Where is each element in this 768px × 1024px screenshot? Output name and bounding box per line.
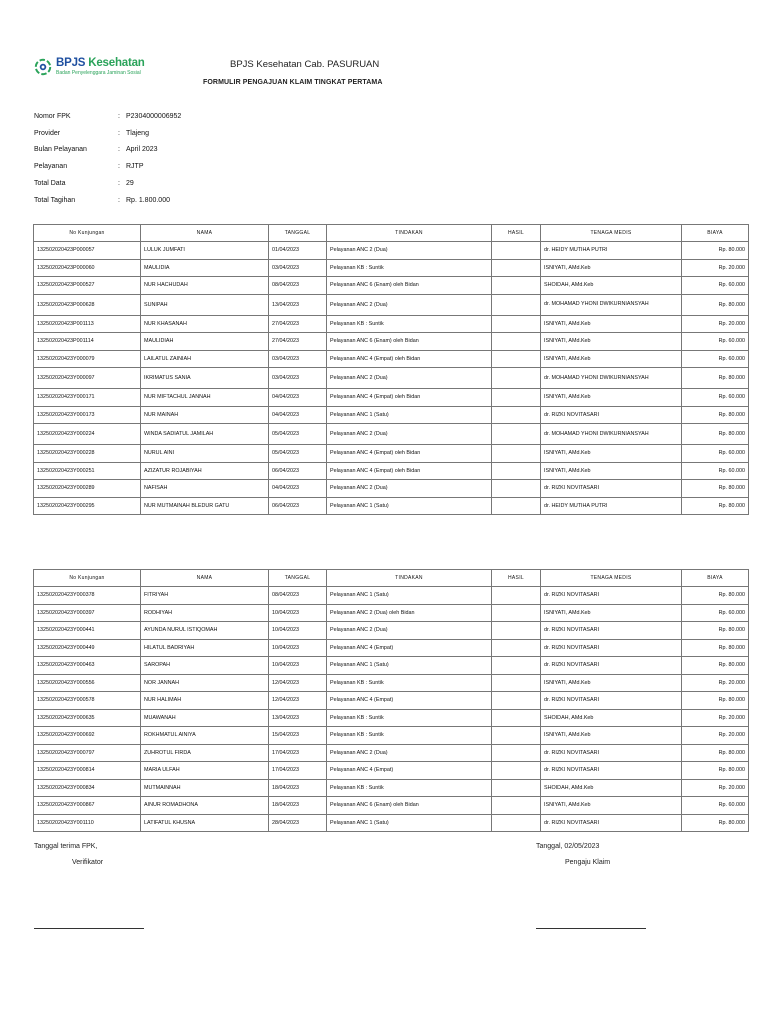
table-row bbox=[34, 480, 749, 498]
name-cell: AINUR ROMADHONA bbox=[141, 797, 269, 815]
cost-cell: Rp. 80.000 bbox=[682, 406, 749, 424]
visit-number-cell: 132502020423Y001110 bbox=[34, 814, 141, 832]
date-cell: 03/04/2023 bbox=[269, 259, 327, 277]
info-row: Bulan Pelayanan : April 2023 bbox=[34, 146, 158, 154]
name-header: NAMA bbox=[141, 570, 269, 587]
result-cell bbox=[492, 622, 541, 640]
table-row bbox=[34, 406, 749, 424]
result-cell bbox=[492, 587, 541, 605]
cost-cell: Rp. 60.000 bbox=[682, 797, 749, 815]
name-cell: LAILATUL ZAINIAH bbox=[141, 350, 269, 368]
date-cell: 17/04/2023 bbox=[269, 744, 327, 762]
visit-number-cell: 132502020423P000628 bbox=[34, 294, 141, 315]
result-cell bbox=[492, 242, 541, 260]
medical-staff-cell: ISNIYATI, AMd.Keb bbox=[541, 315, 682, 333]
procedure-cell: Pelayanan ANC 1 (Satu) bbox=[327, 587, 492, 605]
visit-number-cell: 132502020423P001114 bbox=[34, 333, 141, 351]
date-cell: 10/04/2023 bbox=[269, 657, 327, 675]
cost-header: BIAYA bbox=[682, 570, 749, 587]
visit-number-cell: 132502020423Y000556 bbox=[34, 674, 141, 692]
procedure-cell: Pelayanan ANC 4 (Empat) bbox=[327, 639, 492, 657]
logo-name: BPJS Kesehatan bbox=[56, 57, 145, 70]
procedure-header: TINDAKAN bbox=[327, 225, 492, 242]
name-cell: NUR MAINAH bbox=[141, 406, 269, 424]
table-header-row bbox=[34, 225, 749, 242]
result-cell bbox=[492, 350, 541, 368]
date-cell: 15/04/2023 bbox=[269, 727, 327, 745]
name-cell: NUR KHASANAH bbox=[141, 315, 269, 333]
info-value: P2304000006952 bbox=[126, 112, 182, 120]
name-cell: ROKHMATUL AINIYA bbox=[141, 727, 269, 745]
date-cell: 27/04/2023 bbox=[269, 333, 327, 351]
visit-number-header: No Kunjungan bbox=[34, 570, 141, 587]
cost-cell: Rp. 60.000 bbox=[682, 333, 749, 351]
table-row bbox=[34, 368, 749, 389]
cost-cell: Rp. 80.000 bbox=[682, 497, 749, 515]
date-cell: 08/04/2023 bbox=[269, 587, 327, 605]
table-row bbox=[34, 657, 749, 675]
info-value: RJTP bbox=[126, 163, 144, 171]
cost-header: BIAYA bbox=[682, 225, 749, 242]
procedure-cell: Pelayanan KB : Suntik bbox=[327, 709, 492, 727]
date-cell: 28/04/2023 bbox=[269, 814, 327, 832]
table-row bbox=[34, 445, 749, 463]
cost-cell: Rp. 20.000 bbox=[682, 674, 749, 692]
date-cell: 05/04/2023 bbox=[269, 424, 327, 445]
name-cell: MUAWANAH bbox=[141, 709, 269, 727]
result-cell bbox=[492, 389, 541, 407]
cost-cell: Rp. 80.000 bbox=[682, 692, 749, 710]
info-row: Total Data : 29 bbox=[34, 180, 134, 188]
name-cell: NUR MIFTACHUL JANNAH bbox=[141, 389, 269, 407]
claim-info bbox=[34, 108, 181, 209]
medical-staff-cell: ISNIYATI, AMd.Keb bbox=[541, 445, 682, 463]
cost-cell: Rp. 80.000 bbox=[682, 744, 749, 762]
table-row bbox=[34, 350, 749, 368]
procedure-cell: Pelayanan ANC 4 (Empat) bbox=[327, 692, 492, 710]
name-cell: AYUNDA NURUL ISTIQOMAH bbox=[141, 622, 269, 640]
visit-number-cell: 132502020423Y000079 bbox=[34, 350, 141, 368]
table-row bbox=[34, 639, 749, 657]
result-cell bbox=[492, 657, 541, 675]
visit-number-cell: 132502020423P001113 bbox=[34, 315, 141, 333]
medical-staff-cell: dr. RIZKI NOVITASARI bbox=[541, 406, 682, 424]
result-cell bbox=[492, 797, 541, 815]
claimant-label: Pengaju Klaim bbox=[565, 859, 611, 866]
date-cell: 01/04/2023 bbox=[269, 242, 327, 260]
result-cell bbox=[492, 480, 541, 498]
result-cell bbox=[492, 294, 541, 315]
procedure-cell: Pelayanan ANC 1 (Satu) bbox=[327, 657, 492, 675]
medical-staff-cell: ISNIYATI, AMd.Keb bbox=[541, 674, 682, 692]
result-cell bbox=[492, 814, 541, 832]
name-cell: SAROPAH bbox=[141, 657, 269, 675]
visit-number-cell: 132502020423Y000378 bbox=[34, 587, 141, 605]
medical-staff-cell: dr. RIZKI NOVITASARI bbox=[541, 762, 682, 780]
name-header: NAMA bbox=[141, 225, 269, 242]
medical-staff-cell: dr. MOHAMAD YHONI DWIKURNIANSYAH bbox=[541, 368, 682, 389]
cost-cell: Rp. 60.000 bbox=[682, 350, 749, 368]
cost-cell: Rp. 80.000 bbox=[682, 814, 749, 832]
name-cell: IKRIMATUS SANIA bbox=[141, 368, 269, 389]
procedure-cell: Pelayanan ANC 4 (Empat) oleh Bidan bbox=[327, 389, 492, 407]
result-cell bbox=[492, 406, 541, 424]
visit-number-cell: 132502020423P000527 bbox=[34, 277, 141, 295]
table-row bbox=[34, 497, 749, 515]
table-row bbox=[34, 744, 749, 762]
name-cell: MAULIDIA bbox=[141, 259, 269, 277]
procedure-cell: Pelayanan ANC 2 (Dua) oleh Bidan bbox=[327, 604, 492, 622]
cost-cell: Rp. 60.000 bbox=[682, 445, 749, 463]
medical-staff-cell: ISNIYATI, AMd.Keb bbox=[541, 259, 682, 277]
name-cell: NURUL AINI bbox=[141, 445, 269, 463]
visit-number-cell: 132502020423Y000251 bbox=[34, 462, 141, 480]
procedure-cell: Pelayanan KB : Suntik bbox=[327, 674, 492, 692]
visit-number-cell: 132502020423Y000171 bbox=[34, 389, 141, 407]
visit-number-cell: 132502020423Y000449 bbox=[34, 639, 141, 657]
info-row: Provider : Tlajeng bbox=[34, 129, 149, 137]
table-row bbox=[34, 622, 749, 640]
visit-number-cell: 132502020423Y000224 bbox=[34, 424, 141, 445]
cost-cell: Rp. 20.000 bbox=[682, 779, 749, 797]
procedure-cell: Pelayanan ANC 2 (Dua) bbox=[327, 368, 492, 389]
cost-cell: Rp. 80.000 bbox=[682, 242, 749, 260]
table-row bbox=[34, 587, 749, 605]
name-cell: WINDA SADIATUL JAMILAH bbox=[141, 424, 269, 445]
medical-staff-cell: SHOIDAH, AMd.Keb bbox=[541, 779, 682, 797]
visit-number-cell: 132502020423Y000834 bbox=[34, 779, 141, 797]
result-cell bbox=[492, 779, 541, 797]
table-row bbox=[34, 242, 749, 260]
date-cell: 12/04/2023 bbox=[269, 692, 327, 710]
visit-number-cell: 132502020423P000057 bbox=[34, 242, 141, 260]
medical-staff-cell: dr. RIZKI NOVITASARI bbox=[541, 587, 682, 605]
cost-cell: Rp. 80.000 bbox=[682, 622, 749, 640]
info-row: Total Tagihan : Rp. 1.800.000 bbox=[34, 196, 170, 204]
procedure-cell: Pelayanan KB : Suntik bbox=[327, 259, 492, 277]
name-cell: RODHIYAH bbox=[141, 604, 269, 622]
result-cell bbox=[492, 674, 541, 692]
date-header: TANGGAL bbox=[269, 570, 327, 587]
date-cell: 04/04/2023 bbox=[269, 406, 327, 424]
date-cell: 03/04/2023 bbox=[269, 350, 327, 368]
name-cell: MARIA ULFAH bbox=[141, 762, 269, 780]
claims-table-2 bbox=[33, 569, 749, 832]
date-cell: 17/04/2023 bbox=[269, 762, 327, 780]
cost-cell: Rp. 80.000 bbox=[682, 762, 749, 780]
result-cell bbox=[492, 424, 541, 445]
procedure-cell: Pelayanan ANC 6 (Enam) oleh Bidan bbox=[327, 277, 492, 295]
medical-staff-cell: dr. RIZKI NOVITASARI bbox=[541, 480, 682, 498]
result-cell bbox=[492, 368, 541, 389]
procedure-cell: Pelayanan ANC 6 (Enam) oleh Bidan bbox=[327, 333, 492, 351]
procedure-cell: Pelayanan KB : Suntik bbox=[327, 727, 492, 745]
date-cell: 18/04/2023 bbox=[269, 797, 327, 815]
medical-staff-cell: dr. MOHAMAD YHONI DWIKURNIANSYAH bbox=[541, 294, 682, 315]
medical-staff-cell: dr. HEIDY MUTIHA PUTRI bbox=[541, 242, 682, 260]
medical-staff-cell: ISNIYATI, AMd.Keb bbox=[541, 797, 682, 815]
medical-staff-cell: dr. RIZKI NOVITASARI bbox=[541, 744, 682, 762]
name-cell: NUR HALIMAH bbox=[141, 692, 269, 710]
table-row bbox=[34, 692, 749, 710]
cost-cell: Rp. 60.000 bbox=[682, 462, 749, 480]
date-cell: 18/04/2023 bbox=[269, 779, 327, 797]
procedure-cell: Pelayanan ANC 4 (Empat) oleh Bidan bbox=[327, 445, 492, 463]
name-cell: LULUK JUMFATI bbox=[141, 242, 269, 260]
table-row bbox=[34, 333, 749, 351]
info-value: 29 bbox=[126, 180, 134, 188]
medical-staff-cell: ISNIYATI, AMd.Keb bbox=[541, 462, 682, 480]
info-value: Rp. 1.800.000 bbox=[126, 196, 170, 204]
table-row bbox=[34, 674, 749, 692]
cost-cell: Rp. 20.000 bbox=[682, 709, 749, 727]
procedure-cell: Pelayanan ANC 2 (Dua) bbox=[327, 242, 492, 260]
info-row: Nomor FPK : P2304000006952 bbox=[34, 112, 182, 120]
result-cell bbox=[492, 762, 541, 780]
table-row bbox=[34, 462, 749, 480]
medical-staff-cell: dr. RIZKI NOVITASARI bbox=[541, 692, 682, 710]
cost-cell: Rp. 80.000 bbox=[682, 587, 749, 605]
name-cell: HILATUL BADRIYAH bbox=[141, 639, 269, 657]
result-cell bbox=[492, 639, 541, 657]
procedure-cell: Pelayanan ANC 2 (Dua) bbox=[327, 480, 492, 498]
procedure-header: TINDAKAN bbox=[327, 570, 492, 587]
table-row bbox=[34, 727, 749, 745]
visit-number-cell: 132502020423Y000463 bbox=[34, 657, 141, 675]
visit-number-cell: 132502020423Y000441 bbox=[34, 622, 141, 640]
result-cell bbox=[492, 497, 541, 515]
result-cell bbox=[492, 333, 541, 351]
result-header: HASIL bbox=[492, 570, 541, 587]
visit-number-cell: 132502020423Y000578 bbox=[34, 692, 141, 710]
date-cell: 13/04/2023 bbox=[269, 294, 327, 315]
medical-staff-header: TENAGA MEDIS bbox=[541, 225, 682, 242]
table-row bbox=[34, 779, 749, 797]
visit-number-cell: 132502020423Y000097 bbox=[34, 368, 141, 389]
procedure-cell: Pelayanan KB : Suntik bbox=[327, 779, 492, 797]
medical-staff-cell: ISNIYATI, AMd.Keb bbox=[541, 333, 682, 351]
visit-number-cell: 132502020423Y000635 bbox=[34, 709, 141, 727]
table-row bbox=[34, 389, 749, 407]
procedure-cell: Pelayanan ANC 4 (Empat) oleh Bidan bbox=[327, 462, 492, 480]
cost-cell: Rp. 80.000 bbox=[682, 294, 749, 315]
name-cell: AZIZATUR ROJABIYAH bbox=[141, 462, 269, 480]
cost-cell: Rp. 60.000 bbox=[682, 604, 749, 622]
name-cell: LATIFATUL KHUSNA bbox=[141, 814, 269, 832]
medical-staff-cell: dr. RIZKI NOVITASARI bbox=[541, 657, 682, 675]
claimant-signature-line bbox=[536, 928, 646, 929]
table-body bbox=[34, 242, 749, 515]
visit-number-cell: 132502020423Y000397 bbox=[34, 604, 141, 622]
cost-cell: Rp. 80.000 bbox=[682, 480, 749, 498]
date-cell: 08/04/2023 bbox=[269, 277, 327, 295]
table-row bbox=[34, 709, 749, 727]
result-cell bbox=[492, 277, 541, 295]
name-cell: MUTMAINNAH bbox=[141, 779, 269, 797]
branch-title: BPJS Kesehatan Cab. PASURUAN bbox=[230, 59, 380, 70]
medical-staff-cell: SHOIDAH, AMd.Keb bbox=[541, 277, 682, 295]
result-cell bbox=[492, 709, 541, 727]
date-cell: 12/04/2023 bbox=[269, 674, 327, 692]
procedure-cell: Pelayanan ANC 1 (Satu) bbox=[327, 497, 492, 515]
name-cell: MAULIDIAH bbox=[141, 333, 269, 351]
date-cell: 27/04/2023 bbox=[269, 315, 327, 333]
medical-staff-cell: dr. HEIDY MUTIHA PUTRI bbox=[541, 497, 682, 515]
medical-staff-cell: ISNIYATI, AMd.Keb bbox=[541, 389, 682, 407]
logo-subtitle: Badan Penyelenggara Jaminan Sosial bbox=[56, 69, 141, 76]
name-cell: FITRIYAH bbox=[141, 587, 269, 605]
cost-cell: Rp. 80.000 bbox=[682, 368, 749, 389]
date-cell: 05/04/2023 bbox=[269, 445, 327, 463]
result-cell bbox=[492, 744, 541, 762]
name-cell: ZUHROTUL FIRDA bbox=[141, 744, 269, 762]
table-row bbox=[34, 604, 749, 622]
result-cell bbox=[492, 462, 541, 480]
visit-number-cell: 132502020423Y000289 bbox=[34, 480, 141, 498]
procedure-cell: Pelayanan KB : Suntik bbox=[327, 315, 492, 333]
table-row bbox=[34, 277, 749, 295]
name-cell: SUNIPAH bbox=[141, 294, 269, 315]
medical-staff-cell: dr. RIZKI NOVITASARI bbox=[541, 639, 682, 657]
procedure-cell: Pelayanan ANC 6 (Enam) oleh Bidan bbox=[327, 797, 492, 815]
verifier-signature-line bbox=[34, 928, 144, 929]
cost-cell: Rp. 80.000 bbox=[682, 424, 749, 445]
procedure-cell: Pelayanan ANC 2 (Dua) bbox=[327, 424, 492, 445]
result-cell bbox=[492, 445, 541, 463]
cost-cell: Rp. 80.000 bbox=[682, 639, 749, 657]
date-cell: 04/04/2023 bbox=[269, 480, 327, 498]
visit-number-cell: 132502020423Y000867 bbox=[34, 797, 141, 815]
table-row bbox=[34, 424, 749, 445]
visit-number-cell: 132502020423P000060 bbox=[34, 259, 141, 277]
bpjs-logo-icon bbox=[34, 58, 52, 76]
name-cell: NUR MUTMAINAH BLEDUR GATU bbox=[141, 497, 269, 515]
medical-staff-cell: dr. RIZKI NOVITASARI bbox=[541, 814, 682, 832]
table-body bbox=[34, 587, 749, 832]
received-date-label: Tanggal terima FPK, bbox=[34, 843, 98, 850]
result-cell bbox=[492, 259, 541, 277]
bpjs-logo bbox=[34, 58, 145, 76]
table-row bbox=[34, 259, 749, 277]
visit-number-cell: 132502020423Y000797 bbox=[34, 744, 141, 762]
table-row bbox=[34, 315, 749, 333]
cost-cell: Rp. 60.000 bbox=[682, 277, 749, 295]
visit-number-header: No Kunjungan bbox=[34, 225, 141, 242]
date-cell: 06/04/2023 bbox=[269, 497, 327, 515]
date-header: TANGGAL bbox=[269, 225, 327, 242]
date-cell: 10/04/2023 bbox=[269, 604, 327, 622]
submission-date: Tanggal, 02/05/2023 bbox=[536, 843, 600, 850]
date-cell: 10/04/2023 bbox=[269, 622, 327, 640]
name-cell: NUR HACHUDAH bbox=[141, 277, 269, 295]
name-cell: NOR JANNAH bbox=[141, 674, 269, 692]
date-cell: 03/04/2023 bbox=[269, 368, 327, 389]
medical-staff-cell: ISNIYATI, AMd.Keb bbox=[541, 350, 682, 368]
visit-number-cell: 132502020423Y000295 bbox=[34, 497, 141, 515]
info-value: Tlajeng bbox=[126, 129, 149, 137]
table-row bbox=[34, 814, 749, 832]
visit-number-cell: 132502020423Y000814 bbox=[34, 762, 141, 780]
medical-staff-cell: ISNIYATI, AMd.Keb bbox=[541, 727, 682, 745]
name-cell: NAFISAH bbox=[141, 480, 269, 498]
medical-staff-cell: dr. MOHAMAD YHONI DWIKURNIANSYAH bbox=[541, 424, 682, 445]
result-cell bbox=[492, 315, 541, 333]
visit-number-cell: 132502020423Y000228 bbox=[34, 445, 141, 463]
date-cell: 04/04/2023 bbox=[269, 389, 327, 407]
verifier-label: Verifikator bbox=[72, 859, 104, 866]
table-row bbox=[34, 797, 749, 815]
medical-staff-cell: SHOIDAH, AMd.Keb bbox=[541, 709, 682, 727]
medical-staff-header: TENAGA MEDIS bbox=[541, 570, 682, 587]
info-row: Pelayanan : RJTP bbox=[34, 163, 144, 171]
cost-cell: Rp. 20.000 bbox=[682, 259, 749, 277]
procedure-cell: Pelayanan ANC 2 (Dua) bbox=[327, 622, 492, 640]
table-row bbox=[34, 294, 749, 315]
medical-staff-cell: ISNIYATI, AMd.Keb bbox=[541, 604, 682, 622]
procedure-cell: Pelayanan ANC 1 (Satu) bbox=[327, 814, 492, 832]
result-cell bbox=[492, 604, 541, 622]
cost-cell: Rp. 20.000 bbox=[682, 727, 749, 745]
result-cell bbox=[492, 727, 541, 745]
result-cell bbox=[492, 692, 541, 710]
date-cell: 06/04/2023 bbox=[269, 462, 327, 480]
visit-number-cell: 132502020423Y000692 bbox=[34, 727, 141, 745]
visit-number-cell: 132502020423Y000173 bbox=[34, 406, 141, 424]
procedure-cell: Pelayanan ANC 4 (Empat) bbox=[327, 762, 492, 780]
claims-table-1 bbox=[33, 224, 749, 515]
procedure-cell: Pelayanan ANC 4 (Empat) oleh Bidan bbox=[327, 350, 492, 368]
cost-cell: Rp. 20.000 bbox=[682, 315, 749, 333]
procedure-cell: Pelayanan ANC 1 (Satu) bbox=[327, 406, 492, 424]
date-cell: 10/04/2023 bbox=[269, 639, 327, 657]
info-value: April 2023 bbox=[126, 146, 158, 154]
cost-cell: Rp. 80.000 bbox=[682, 657, 749, 675]
result-header: HASIL bbox=[492, 225, 541, 242]
form-title: FORMULIR PENGAJUAN KLAIM TINGKAT PERTAMA bbox=[203, 79, 383, 86]
table-header-row bbox=[34, 570, 749, 587]
cost-cell: Rp. 60.000 bbox=[682, 389, 749, 407]
procedure-cell: Pelayanan ANC 2 (Dua) bbox=[327, 744, 492, 762]
table-row bbox=[34, 762, 749, 780]
procedure-cell: Pelayanan ANC 2 (Dua) bbox=[327, 294, 492, 315]
medical-staff-cell: dr. RIZKI NOVITASARI bbox=[541, 622, 682, 640]
date-cell: 13/04/2023 bbox=[269, 709, 327, 727]
